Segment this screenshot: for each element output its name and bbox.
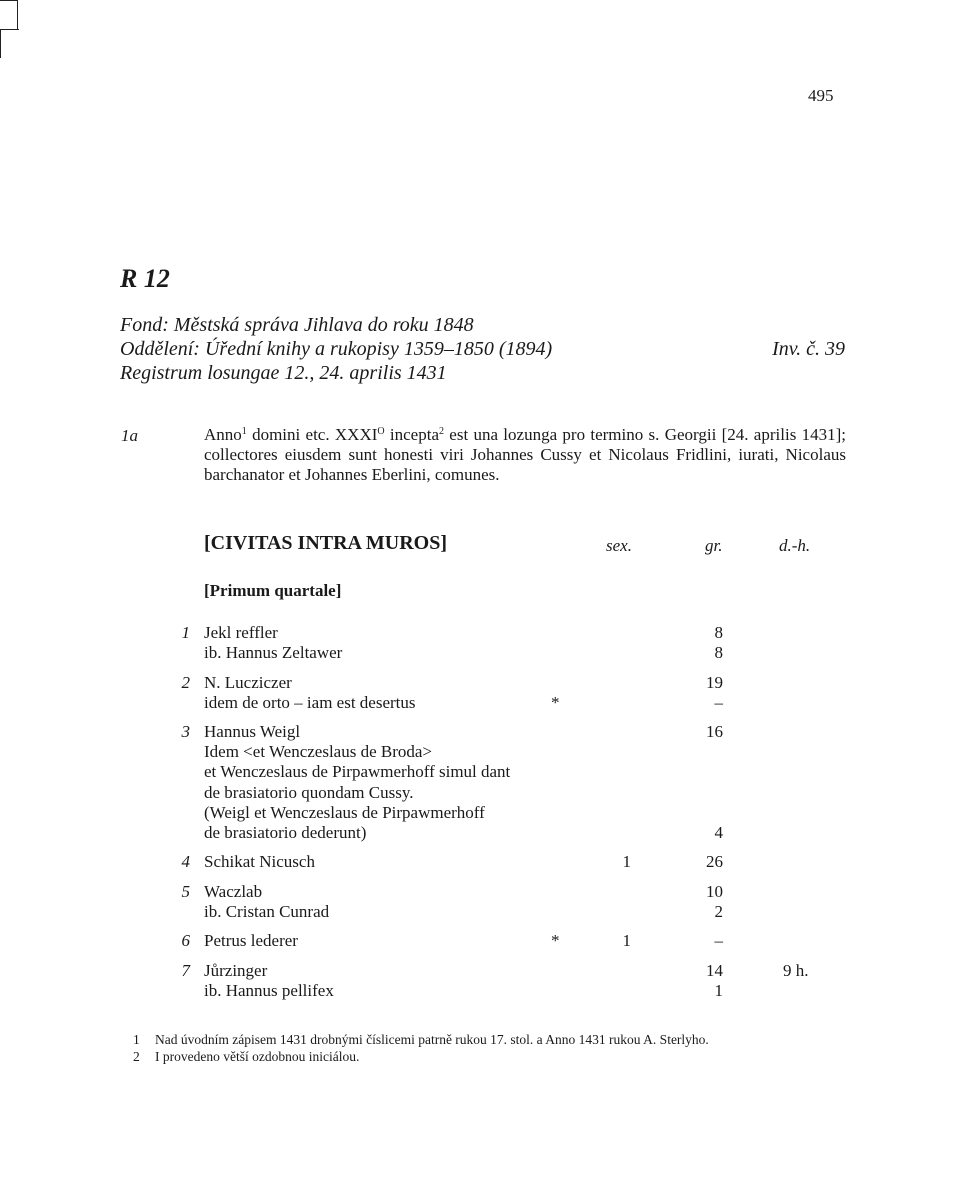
value-sex: 1 [622,852,631,871]
taxpayer-name: de brasiatorio dederunt) [204,823,367,842]
footnote-ref-1: 1 [241,426,247,437]
document-code: R 12 [120,264,170,293]
row-number: 7 [181,961,190,980]
value-gr: 16 [706,722,723,741]
taxpayer-name: Petrus lederer [204,931,298,950]
column-header-gr: gr. [705,536,723,555]
crop-mark-footnote [0,29,19,58]
footnote-ref-2: 2 [439,426,444,437]
footnote-text: I provedeno větší ozdobnou iniciálou. [155,1049,360,1064]
intro-paragraph [204,425,846,485]
value-gr: 1 [714,981,723,1000]
oddeleni-line: Oddělení: Úřední knihy a rukopisy 1359–1850 (1894) [120,338,553,360]
asterisk-mark: * [551,693,560,712]
taxpayer-name: Jůrzinger [204,961,268,980]
registrum-line: Registrum losungae 12., 24. aprilis 1431 [120,362,447,384]
subsection-title: [Primum quartale] [204,581,342,600]
taxpayer-name: Waczlab [204,882,263,901]
value-gr: 26 [706,852,723,871]
value-gr: 8 [714,643,723,662]
value-gr: 14 [706,961,723,980]
footnote-number: 1 [133,1032,140,1047]
column-header-sex: sex. [606,536,632,555]
taxpayer-name: N. Lucziczer [204,673,292,692]
value-gr: 19 [706,673,723,692]
taxpayer-name: Hannus Weigl [204,722,301,741]
value-gr: 10 [706,882,723,901]
row-number: 5 [181,882,190,901]
intro-text-4: est una lozunga pro termino s. Georgii [24. aprilis 1431]; collectores eiusdem sunt honesti viri Johannes Cussy et Nicolaus Fridlini, iurati, Nicolaus barchanator et Johannes Eberlini, comunes. [204,425,846,484]
taxpayer-name: Jekl reffler [204,623,278,642]
footnote-number: 2 [133,1049,140,1064]
row-number: 6 [181,931,190,950]
value-gr: – [714,693,723,712]
row-number: 1 [181,623,190,642]
page-number: 495 [808,86,834,105]
column-header-dh: d.-h. [779,536,811,555]
value-gr: 8 [714,623,723,642]
section-title: [CIVITAS INTRA MUROS] [204,532,447,554]
taxpayer-name: Idem <et Wenczeslaus de Broda> [204,742,433,761]
value-sex: 1 [622,931,631,950]
intro-text-3: incepta [384,425,439,444]
value-dh: 9 h. [783,961,809,980]
intro-text-2: domini etc. XXXI [246,425,378,444]
crop-mark-top-right [0,0,18,29]
value-gr: 4 [714,823,723,842]
taxpayer-name: de brasiatorio quondam Cussy. [204,783,414,802]
row-number: 3 [181,722,190,741]
taxpayer-name: ib. Hannus Zeltawer [204,643,343,662]
taxpayer-name: Schikat Nicusch [204,852,315,871]
footnote-text: Nad úvodním zápisem 1431 drobnými číslicemi patrně rukou 17. stol. a Anno 1431 rukou A. Sterlyho. [155,1032,709,1047]
row-number: 4 [181,852,190,871]
taxpayer-name: et Wenczeslaus de Pirpawmerhoff simul dant [204,762,511,781]
taxpayer-name: idem de orto – iam est desertus [204,693,416,712]
row-number: 2 [181,673,190,692]
inventory-number: Inv. č. 39 [772,338,845,360]
value-gr: 2 [714,902,723,921]
ordinal-mark: O [377,426,385,437]
taxpayer-name: ib. Hannus pellifex [204,981,334,1000]
taxpayer-name: ib. Cristan Cunrad [204,902,330,921]
intro-word-anno: Anno [204,425,242,444]
entry-label: 1a [121,426,138,445]
asterisk-mark: * [551,931,560,950]
fond-line: Fond: Městská správa Jihlava do roku 1848 [120,314,474,336]
value-gr: – [714,931,723,950]
taxpayer-name: (Weigl et Wenczeslaus de Pirpawmerhoff [204,803,485,822]
